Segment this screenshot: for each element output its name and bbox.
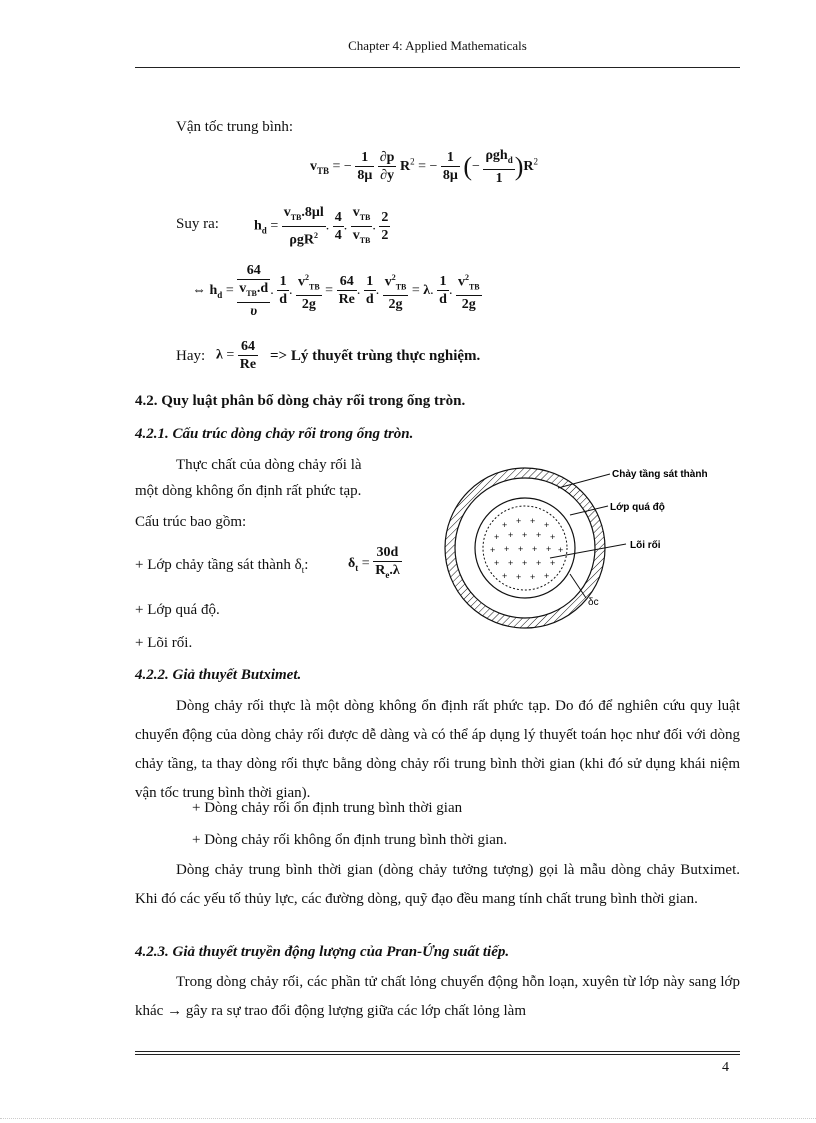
footer-rule-bottom bbox=[135, 1054, 740, 1055]
svg-text:+: + bbox=[544, 571, 550, 581]
svg-text:+: + bbox=[516, 572, 522, 582]
svg-text:+: + bbox=[530, 572, 536, 582]
svg-text:+: + bbox=[502, 571, 508, 581]
header-rule bbox=[135, 67, 740, 68]
hay-result: => Lý thuyết trùng thực nghiệm. bbox=[270, 348, 481, 364]
footer-rule-top bbox=[135, 1051, 740, 1052]
section-4-2-3-title: 4.2.3. Giả thuyết truyền động lượng của Pran-Ứng suất tiếp. bbox=[135, 944, 510, 960]
turbulent-core-circle bbox=[483, 506, 567, 590]
svg-text:+: + bbox=[516, 516, 522, 526]
svg-text:+: + bbox=[530, 516, 536, 526]
svg-text:+: + bbox=[536, 558, 542, 568]
p1-line-c: Cấu trúc bao gồm: bbox=[135, 514, 247, 530]
svg-text:+: + bbox=[522, 530, 528, 540]
label-core: Lõi rối bbox=[630, 540, 661, 551]
lambda-equation: λ = $\frac{64}{Re}$ bbox=[216, 339, 257, 372]
svg-text:+: + bbox=[536, 530, 542, 540]
paragraph-prandtl: Trong dòng chảy rối, các phần tử chất lỏng chuyển động hỗn loạn, xuyên từ lớp này sang lớp khác → gây ra sự trao đổi động lượng giữa các lớp chất lỏng làm bbox=[135, 974, 740, 1019]
svg-text:+: + bbox=[550, 532, 556, 542]
svg-text:+: + bbox=[502, 520, 508, 530]
svg-text:+: + bbox=[532, 544, 538, 554]
svg-text:+: + bbox=[508, 558, 514, 568]
section-4-2-1-title: 4.2.1. Cấu trúc dòng chảy rối trong ống tròn. bbox=[135, 426, 414, 442]
delta-t-equation: $\delta_t$ = $\frac{30d}{R_e.\lambda}$ bbox=[348, 545, 400, 580]
label-transition: Lớp quá độ bbox=[610, 502, 665, 513]
equation-head-loss: $h_d$ = $\frac{v_{TB}.8\mu l}{\rho gR^2}$ . $\frac{4}{4}$ . $\frac{v_{TB}}{v_{TB}}$ . $\frac{2}{2}$ bbox=[254, 205, 389, 248]
equation-head-loss-expanded: ⇔ $h_d$ = 64 $v_{TB}.d$ υ . $\frac{1}{d}$ . $\frac{v^2_{TB}}{2g}$ = $\frac{64}{Re}$ . $\frac{1}{d}$ . $\frac{v^2_{TB}}{2g}$ = λ. $\frac{1}{d}$ . $\frac{v^2_{TB}}{2g}$ bbox=[192, 263, 480, 319]
section-4-2-2-title: 4.2.2. Giả thuyết Butximet. bbox=[135, 667, 302, 683]
svg-text:+: + bbox=[504, 544, 510, 554]
avg-velocity-label: Vận tốc trung bình: bbox=[176, 119, 294, 135]
paragraph-butximet-model: Dòng chảy trung bình thời gian (dòng chảy tưởng tượng) gọi là mẫu dòng chảy Butximet. Khi đó các yếu tố thủy lực, các đường dòng, quỹ đạo đều mang tính chất trung bình thời gian. bbox=[135, 862, 740, 907]
label-laminar: Chảy tầng sát thành bbox=[612, 469, 708, 480]
equation-avg-velocity: $v_{TB}$ = − $\frac{1}{8\mu}$ $\frac{\partial p}{\partial y}$ $R^2$ = − $\frac{1}{8\mu}$ (− $\frac{\rho gh_d}{1}$ )$R^2$ bbox=[310, 148, 539, 186]
item-turbulent-core: + Lõi rối. bbox=[135, 635, 193, 651]
p1-line-a: Thực chất của dòng chảy rối là bbox=[176, 457, 362, 473]
page-number: 4 bbox=[722, 1060, 729, 1075]
item-transition-layer: + Lớp quá độ. bbox=[135, 602, 220, 618]
running-header: Chapter 4: Applied Mathematicals bbox=[348, 38, 527, 53]
svg-text:+: + bbox=[550, 558, 556, 568]
label-delta-c: δc bbox=[588, 597, 599, 608]
svg-text:+: + bbox=[522, 558, 528, 568]
svg-text:+: + bbox=[518, 544, 524, 554]
svg-text:+: + bbox=[544, 520, 550, 530]
pipe-cross-section-diagram bbox=[440, 460, 740, 640]
svg-text:+: + bbox=[546, 544, 552, 554]
svg-text:+: + bbox=[494, 532, 500, 542]
svg-text:+: + bbox=[490, 545, 496, 555]
svg-text:+: + bbox=[508, 530, 514, 540]
item-laminar-layer: + Lớp chảy tầng sát thành $\delta_t$: bbox=[135, 557, 309, 575]
page-edge-dots bbox=[0, 1118, 816, 1119]
svg-text:+: + bbox=[494, 558, 500, 568]
paragraph-butximet-intro: Dòng chảy rối thực là một dòng không ổn định rất phức tạp. Do đó để nghiên cứu quy luật chuyển động của dòng chảy rối được dễ dàng và có thể áp dụng lý thuyết toán học như đối với dòng chảy tầng, ta thay dòng rối thực bằng dòng chảy rối trung bình thời gian (khi đó sử dụng khái niệm vận tốc trung bình thời gian). bbox=[135, 698, 740, 801]
suy-ra-label: Suy ra: bbox=[176, 216, 219, 232]
hay-label: Hay: bbox=[176, 348, 206, 364]
p1-line-b: một dòng không ổn định rất phức tạp. bbox=[135, 483, 362, 499]
svg-text:+: + bbox=[558, 545, 564, 555]
bullet-steady: + Dòng chảy rối ổn định trung bình thời gian bbox=[192, 800, 463, 816]
section-4-2-title: 4.2. Quy luật phân bố dòng chảy rối trong ống tròn. bbox=[135, 393, 466, 409]
bullet-unsteady: + Dòng chảy rối không ổn định trung bình thời gian. bbox=[192, 832, 508, 848]
